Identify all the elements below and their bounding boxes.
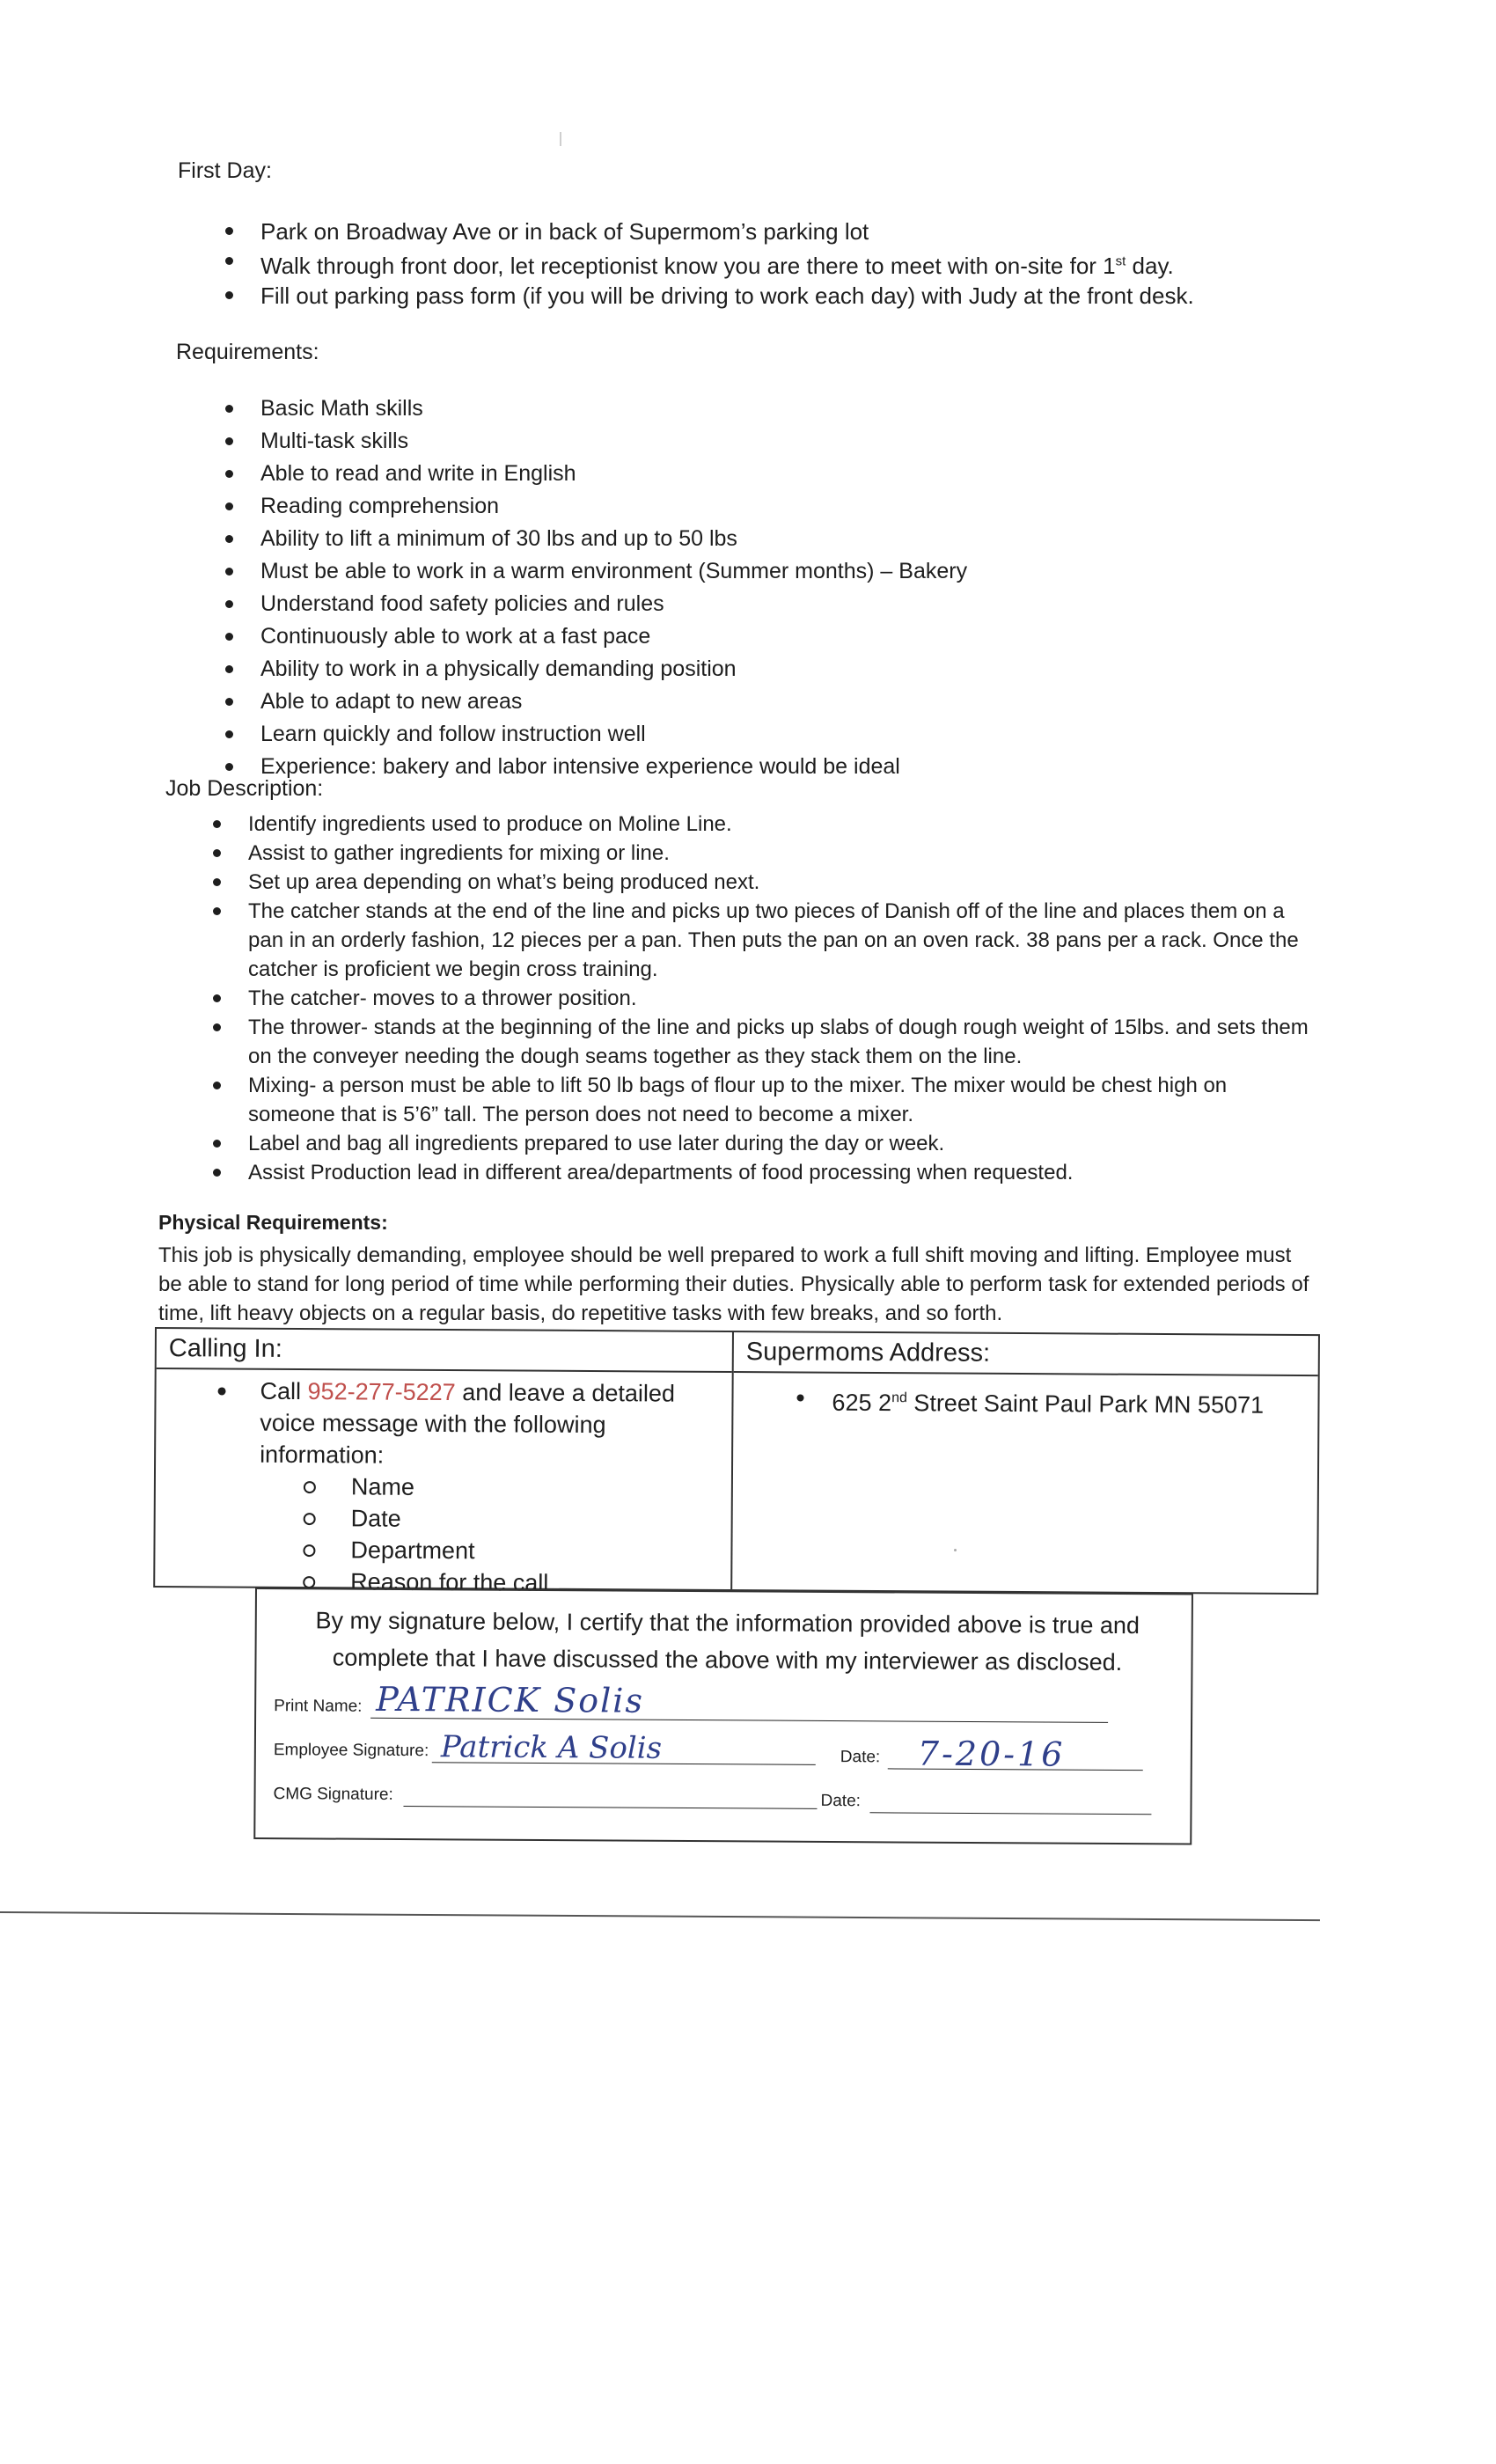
employee-date-label: Date: (840, 1748, 881, 1767)
contact-info-table (153, 1327, 1320, 1595)
bullet-icon (213, 849, 221, 857)
list-item: Basic Math skills (220, 392, 1276, 425)
address-column (732, 1332, 1318, 1593)
bullet-icon (225, 730, 233, 738)
list-item: Identify ingredients used to produce on Moline Line. (208, 810, 1316, 839)
requirements-heading: Requirements: (176, 340, 319, 364)
list-item: Must be able to work in a warm environment (Summer months) – Bakery (220, 555, 1276, 588)
scan-artifact (560, 132, 561, 146)
calling-in-column (155, 1329, 734, 1596)
cmg-signature-line[interactable] (403, 1805, 817, 1809)
bullet-icon (213, 878, 221, 886)
bullet-icon (225, 633, 233, 641)
list-item: Park on Broadway Ave or in back of Supermom’s parking lot (220, 215, 1364, 248)
address-line: 625 2nd Street Saint Paul Park MN 55071 (733, 1382, 1317, 1421)
cmg-signature-label: CMG Signature: (273, 1785, 393, 1804)
list-item: Reason for the call (303, 1566, 730, 1600)
cmg-date-line[interactable] (869, 1811, 1151, 1815)
first-day-heading: First Day: (178, 158, 272, 183)
list-item: Learn quickly and follow instruction well (220, 718, 1276, 751)
bullet-icon (225, 291, 233, 299)
list-item: Date (304, 1502, 731, 1536)
cmg-signature-row (273, 1785, 392, 1805)
list-item: Mixing- a person must be able to lift 50 lb bags of flour up to the mixer. The mixer would be chest high on someone that is 5’6” tall. The person does not need to become a mixer. (208, 1071, 1316, 1129)
cmg-date-row (820, 1792, 861, 1811)
list-item: Set up area depending on what’s being produced next. (208, 868, 1316, 897)
bullet-icon (225, 257, 233, 265)
list-item: Able to read and write in English (220, 458, 1276, 490)
circle-bullet-icon (303, 1576, 315, 1588)
list-item: Ability to work in a physically demanding position (220, 653, 1276, 686)
bullet-icon (225, 665, 233, 673)
bullet-icon (213, 1140, 221, 1148)
list-item: The catcher stands at the end of the line and picks up two pieces of Danish off of the line and places them on a pan in an orderly fashion, 12 pieces per a pan. Then puts the pan on an oven rack. 38 pans per a rack. Once the catcher is proficient we begin cross training. (208, 897, 1316, 984)
circle-bullet-icon (304, 1481, 316, 1493)
bullet-icon (213, 1082, 221, 1089)
bullet-icon (225, 535, 233, 543)
bullet-icon (213, 820, 221, 828)
employee-signature-handwriting: Patrick A Solis (440, 1729, 663, 1766)
bullet-icon (225, 568, 233, 576)
list-item (220, 245, 1364, 282)
employee-date-handwriting: 7-20-16 (917, 1734, 1066, 1774)
cmg-date-label: Date: (820, 1791, 862, 1811)
list-item: Reading comprehension (220, 490, 1276, 523)
call-suffix: and leave a detailed voice message with the following information: (260, 1379, 676, 1469)
print-name-row (274, 1697, 362, 1717)
list-item: Able to adapt to new areas (220, 686, 1276, 718)
employee-date-row (840, 1748, 881, 1767)
print-name-handwriting: PATRICK Solis (376, 1679, 645, 1720)
bullet-icon (225, 437, 233, 445)
bullet-icon (213, 907, 221, 915)
calling-in-heading: Calling In: (157, 1329, 732, 1373)
list-item: The thrower- stands at the beginning of the line and picks up slabs of dough rough weight of 15lbs. and sets them on the conveyer needing the dough seams together as they stack them on the line. (208, 1013, 1316, 1071)
requirements-list (220, 392, 1276, 783)
scan-edge-line (0, 1911, 1320, 1921)
job-description-list (208, 810, 1316, 1187)
bullet-icon (225, 600, 233, 608)
bullet-icon (218, 1387, 226, 1395)
list-item: Experience: bakery and labor intensive experience would be ideal (220, 751, 1276, 783)
list-item: Label and bag all ingredients prepared to use later during the day or week. (208, 1129, 1316, 1158)
bullet-icon (225, 698, 233, 706)
list-item: Assist Production lead in different area/departments of food processing when requested. (208, 1158, 1316, 1187)
certification-text: By my signature below, I certify that the information provided above is true and complete that I have discussed the above with my interviewer as disclosed. (315, 1607, 1140, 1676)
call-info-list (155, 1470, 731, 1600)
signature-box (253, 1588, 1193, 1845)
phone-number: 952-277-5227 (307, 1378, 456, 1406)
list-item: Multi-task skills (220, 425, 1276, 458)
circle-bullet-icon (304, 1513, 316, 1525)
list-item: Fill out parking pass form (if you will be driving to work each day) with Judy at the front desk. (220, 279, 1364, 312)
physical-requirements-heading: Physical Requirements: (158, 1211, 388, 1234)
bullet-icon (213, 1023, 221, 1031)
list-item: The catcher- moves to a thrower position. (208, 984, 1316, 1013)
circle-bullet-icon (303, 1544, 315, 1557)
employee-signature-row (274, 1741, 429, 1761)
bullet-icon (225, 227, 233, 235)
bullet-icon (225, 470, 233, 478)
list-item: Understand food safety policies and rules (220, 588, 1276, 620)
physical-requirements-text: This job is physically demanding, employee should be well prepared to work a full shift moving and lifting. Employee must be able to stand for long period of time while performing their duties. Physically able to perform task for extended periods of time, lift heavy objects on a regular basis, do repetitive tasks with few breaks, and so forth. (158, 1243, 1309, 1325)
list-item: Assist to gather ingredients for mixing or line. (208, 839, 1316, 868)
list-item: Department (303, 1534, 730, 1568)
call-prefix: Call (260, 1377, 302, 1405)
address-heading: Supermoms Address: (734, 1332, 1318, 1376)
address-body (733, 1373, 1317, 1421)
bullet-icon (225, 502, 233, 510)
list-item: Continuously able to work at a fast pace (220, 620, 1276, 653)
bullet-icon (796, 1394, 803, 1401)
print-name-label: Print Name: (274, 1697, 363, 1716)
job-description-heading: Job Description: (165, 776, 324, 801)
bullet-icon (225, 763, 233, 771)
list-item: Name (304, 1470, 731, 1505)
bullet-icon (225, 405, 233, 413)
list-item: Ability to lift a minimum of 30 lbs and up to 50 lbs (220, 523, 1276, 555)
call-instruction (156, 1375, 732, 1473)
calling-in-body (155, 1369, 732, 1600)
employee-signature-label: Employee Signature: (273, 1741, 429, 1761)
first-day-item-text: Walk through front door, let receptionist know you are there to meet with on-site for 1st day. (260, 252, 1174, 279)
bullet-icon (213, 994, 221, 1002)
first-day-list (220, 215, 1364, 312)
bullet-icon (213, 1169, 221, 1177)
